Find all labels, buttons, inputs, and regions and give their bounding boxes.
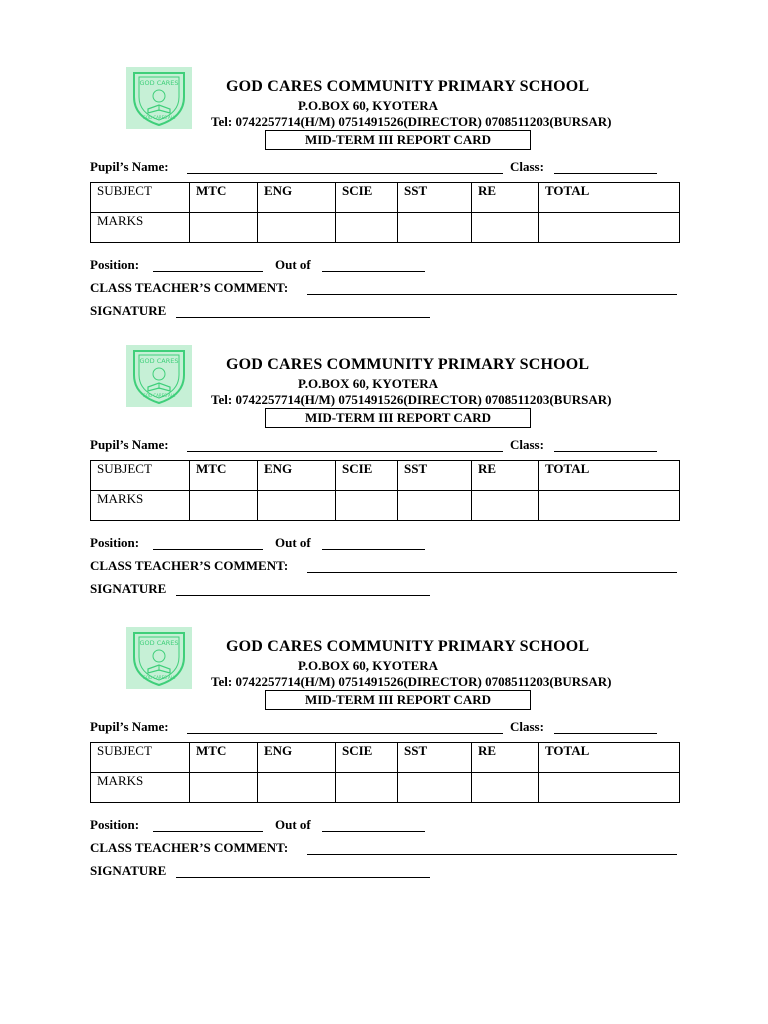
table-row — [91, 743, 680, 773]
signature-label: SIGNATURE — [90, 303, 167, 318]
logo-motto-text: GOD CARES ALL — [142, 115, 176, 120]
signature-label: SIGNATURE — [90, 863, 167, 878]
table-row — [91, 183, 680, 213]
teacher-comment-label: CLASS TEACHER’S COMMENT: — [90, 558, 289, 573]
marks-cell-scie[interactable] — [336, 773, 398, 803]
column-header: SCIE — [336, 461, 398, 491]
signature-label: SIGNATURE — [90, 581, 167, 596]
pupil-name-label: Pupil’s Name: — [90, 719, 169, 734]
marks-cell-total[interactable] — [539, 491, 680, 521]
out-of-field[interactable] — [322, 271, 425, 272]
marks-cell-re[interactable] — [472, 213, 539, 243]
table-row — [91, 773, 680, 803]
marks-cell-eng[interactable] — [258, 773, 336, 803]
table-row — [91, 491, 680, 521]
position-field[interactable] — [153, 831, 263, 832]
logo-text-top: GOD CARES — [139, 79, 179, 87]
school-crest-logo — [126, 627, 192, 689]
column-header: ENG — [258, 743, 336, 773]
column-header: SST — [398, 743, 472, 773]
school-phones: Tel: 0742257714(H/M) 0751491526(DIRECTOR) 0708511203(BURSAR) — [211, 674, 612, 689]
column-header: ENG — [258, 183, 336, 213]
column-header: ENG — [258, 461, 336, 491]
column-header: RE — [472, 461, 539, 491]
column-header: RE — [472, 183, 539, 213]
marks-cell-scie[interactable] — [336, 213, 398, 243]
teacher-comment-field[interactable] — [307, 854, 677, 855]
school-name: GOD CARES COMMUNITY PRIMARY SCHOOL — [226, 356, 590, 373]
logo-text-top: GOD CARES — [139, 357, 179, 365]
report-card-2 — [0, 345, 768, 627]
school-name: GOD CARES COMMUNITY PRIMARY SCHOOL — [226, 78, 590, 95]
out-of-label: Out of — [275, 535, 311, 550]
signature-field[interactable] — [176, 595, 430, 596]
subject-header: SUBJECT — [91, 743, 190, 773]
report-card-3 — [0, 627, 768, 909]
school-address: P.O.BOX 60, KYOTERA — [298, 98, 439, 113]
class-field[interactable] — [554, 173, 657, 174]
marks-cell-total[interactable] — [539, 213, 680, 243]
logo-motto-text: GOD CARES ALL — [142, 393, 176, 398]
table-row — [91, 461, 680, 491]
column-header: SST — [398, 461, 472, 491]
column-header: MTC — [190, 743, 258, 773]
column-header: SST — [398, 183, 472, 213]
school-address: P.O.BOX 60, KYOTERA — [298, 658, 439, 673]
pupil-name-field[interactable] — [187, 451, 503, 452]
column-header: RE — [472, 743, 539, 773]
logo-text-top: GOD CARES — [139, 639, 179, 647]
column-header: MTC — [190, 461, 258, 491]
out-of-field[interactable] — [322, 831, 425, 832]
subject-header: SUBJECT — [91, 183, 190, 213]
marks-cell-re[interactable] — [472, 773, 539, 803]
subject-header: SUBJECT — [91, 461, 190, 491]
column-header: SCIE — [336, 743, 398, 773]
position-label: Position: — [90, 257, 140, 272]
position-field[interactable] — [153, 271, 263, 272]
column-header: MTC — [190, 183, 258, 213]
marks-table — [90, 460, 680, 521]
marks-cell-mtc[interactable] — [190, 491, 258, 521]
marks-row-label: MARKS — [91, 213, 190, 243]
school-phones: Tel: 0742257714(H/M) 0751491526(DIRECTOR) 0708511203(BURSAR) — [211, 392, 612, 407]
class-field[interactable] — [554, 451, 657, 452]
marks-row-label: MARKS — [91, 491, 190, 521]
signature-field[interactable] — [176, 317, 430, 318]
position-label: Position: — [90, 817, 140, 832]
marks-cell-total[interactable] — [539, 773, 680, 803]
pupil-name-label: Pupil’s Name: — [90, 159, 169, 174]
class-label: Class: — [510, 437, 544, 452]
school-phones: Tel: 0742257714(H/M) 0751491526(DIRECTOR) 0708511203(BURSAR) — [211, 114, 612, 129]
out-of-field[interactable] — [322, 549, 425, 550]
school-crest-logo — [126, 67, 192, 129]
teacher-comment-label: CLASS TEACHER’S COMMENT: — [90, 840, 289, 855]
marks-cell-eng[interactable] — [258, 213, 336, 243]
report-card-1 — [0, 67, 768, 349]
column-header: TOTAL — [539, 183, 680, 213]
class-label: Class: — [510, 159, 544, 174]
signature-field[interactable] — [176, 877, 430, 878]
report-card-title: MID-TERM III REPORT CARD — [265, 130, 531, 150]
logo-motto-text: GOD CARES ALL — [142, 675, 176, 680]
teacher-comment-field[interactable] — [307, 294, 677, 295]
school-name: GOD CARES COMMUNITY PRIMARY SCHOOL — [226, 638, 590, 655]
class-label: Class: — [510, 719, 544, 734]
marks-cell-sst[interactable] — [398, 491, 472, 521]
marks-cell-re[interactable] — [472, 491, 539, 521]
pupil-name-field[interactable] — [187, 733, 503, 734]
marks-cell-mtc[interactable] — [190, 213, 258, 243]
marks-table — [90, 742, 680, 803]
marks-cell-mtc[interactable] — [190, 773, 258, 803]
school-crest-logo — [126, 345, 192, 407]
teacher-comment-label: CLASS TEACHER’S COMMENT: — [90, 280, 289, 295]
school-address: P.O.BOX 60, KYOTERA — [298, 376, 439, 391]
report-card-title: MID-TERM III REPORT CARD — [265, 690, 531, 710]
marks-cell-scie[interactable] — [336, 491, 398, 521]
column-header: TOTAL — [539, 743, 680, 773]
pupil-name-label: Pupil’s Name: — [90, 437, 169, 452]
position-label: Position: — [90, 535, 140, 550]
teacher-comment-field[interactable] — [307, 572, 677, 573]
marks-cell-sst[interactable] — [398, 773, 472, 803]
pupil-name-field[interactable] — [187, 173, 503, 174]
table-row — [91, 213, 680, 243]
marks-cell-eng[interactable] — [258, 491, 336, 521]
position-field[interactable] — [153, 549, 263, 550]
report-card-title: MID-TERM III REPORT CARD — [265, 408, 531, 428]
out-of-label: Out of — [275, 817, 311, 832]
class-field[interactable] — [554, 733, 657, 734]
column-header: TOTAL — [539, 461, 680, 491]
marks-table — [90, 182, 680, 243]
column-header: SCIE — [336, 183, 398, 213]
out-of-label: Out of — [275, 257, 311, 272]
marks-row-label: MARKS — [91, 773, 190, 803]
marks-cell-sst[interactable] — [398, 213, 472, 243]
